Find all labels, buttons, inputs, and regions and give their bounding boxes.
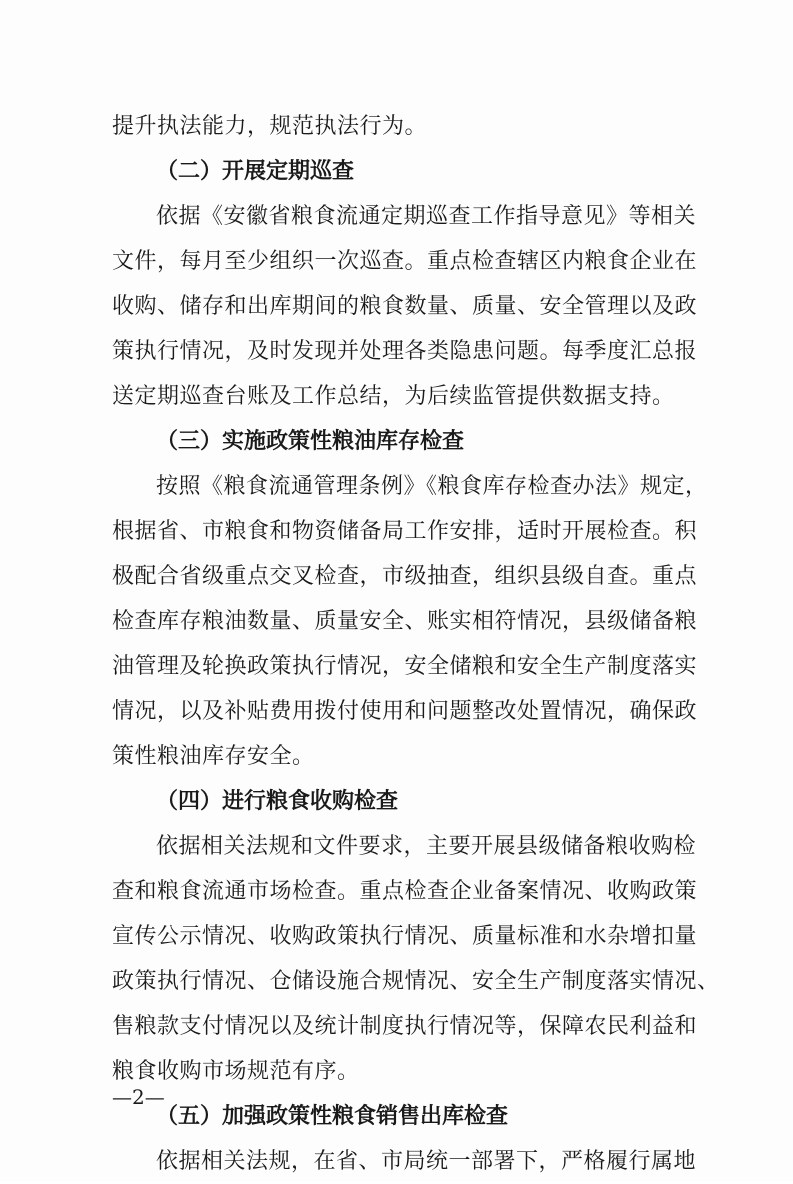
- document-body: [112, 104, 720, 1184]
- paragraph-line: 提升执法能力，规范执法行为。: [112, 114, 428, 139]
- paragraph: [112, 1139, 697, 1184]
- paragraph-line: 依据相关法规和文件要求，主要开展县级储备粮收购检: [156, 834, 697, 859]
- section-heading: （四）进行粮食收购检查: [156, 788, 399, 814]
- paragraph-line: 策执行情况，及时发现并处理各类隐患问题。每季度汇总报: [112, 339, 698, 364]
- paragraph-line: 送定期巡查台账及工作总结，为后续监管提供数据支持。: [112, 384, 675, 409]
- paragraph: [112, 464, 708, 779]
- paragraph: [112, 824, 720, 1094]
- paragraph-line: 售粮款支付情况以及统计制度执行情况等，保障农民利益和: [112, 1014, 698, 1039]
- paragraph-line: 粮食收购市场规范有序。: [112, 1059, 360, 1084]
- paragraph-line: 宣传公示情况、收购政策执行情况、质量标准和水杂增扣量: [112, 924, 698, 949]
- paragraph-line: 根据省、市粮食和物资储备局工作安排，适时开展检查。积: [112, 519, 698, 544]
- paragraph-line: 收购、储存和出库期间的粮食数量、质量、安全管理以及政: [112, 294, 698, 319]
- paragraph-line: 按照《粮食流通管理条例》《粮食库存检查办法》规定，: [156, 474, 708, 499]
- page-number: —2—: [112, 1085, 165, 1109]
- paragraph-line: 情况，以及补贴费用拨付使用和问题整改处置情况，确保政: [112, 699, 698, 724]
- section-heading: （五）加强政策性粮食销售出库检查: [156, 1103, 509, 1129]
- section-heading: （三）实施政策性粮油库存检查: [156, 428, 465, 454]
- paragraph-line: 文件，每月至少组织一次巡查。重点检查辖区内粮食企业在: [112, 249, 698, 274]
- paragraph-line: 查和粮食流通市场检查。重点检查企业备案情况、收购政策: [112, 879, 698, 904]
- paragraph-line: 极配合省级重点交叉检查，市级抽查，组织县级自查。重点: [112, 564, 698, 589]
- paragraph-line: 检查库存粮油数量、质量安全、账实相符情况，县级储备粮: [112, 609, 698, 634]
- paragraph-line: 依据《安徽省粮食流通定期巡查工作指导意见》等相关: [156, 204, 697, 229]
- paragraph: [112, 104, 692, 149]
- paragraph-line: 依据相关法规，在省、市局统一部署下，严格履行属地: [156, 1149, 697, 1174]
- paragraph: [112, 194, 698, 419]
- paragraph-line: 政策执行情况、仓储设施合规情况、安全生产制度落实情况、: [112, 969, 720, 994]
- paragraph-line: 策性粮油库存安全。: [112, 744, 315, 769]
- section-heading: （二）开展定期巡查: [156, 158, 355, 184]
- paragraph-line: 油管理及轮换政策执行情况，安全储粮和安全生产制度落实: [112, 654, 698, 679]
